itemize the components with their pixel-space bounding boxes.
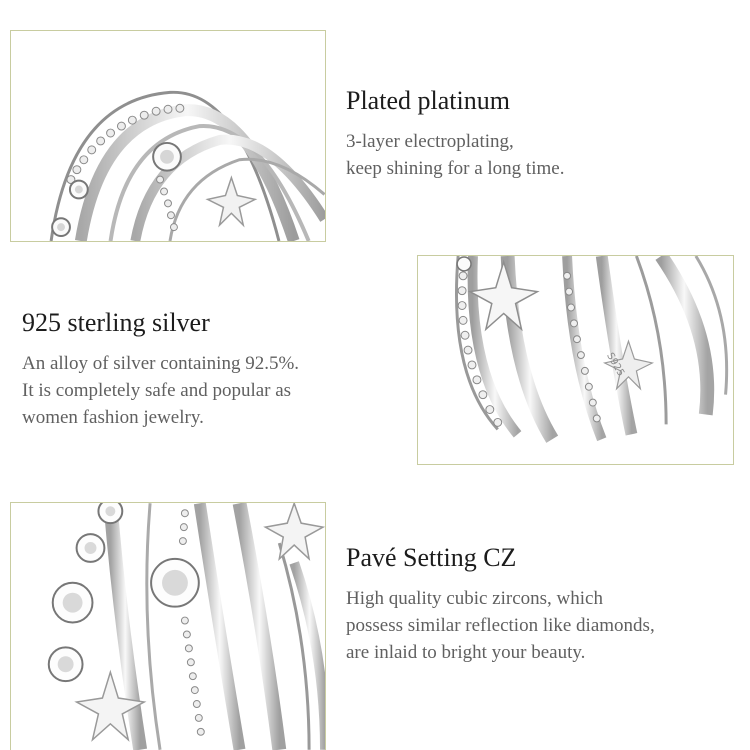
feature-title: Plated platinum — [346, 86, 510, 115]
feature-title: 925 sterling silver — [22, 308, 210, 337]
description-line: 3-layer electroplating, — [346, 131, 514, 152]
description-line: women fashion jewelry. — [22, 407, 204, 428]
feature-plated-platinum — [346, 86, 564, 182]
feature-title: Pavé Setting CZ — [346, 543, 517, 572]
ring-stamp: S925 — [604, 351, 627, 379]
description-line: possess similar reflection like diamonds, — [346, 615, 655, 636]
ring-stack-zircon-icon — [11, 503, 325, 750]
feature-pave-setting — [346, 543, 655, 666]
feature-description — [346, 585, 655, 666]
description-line: are inlaid to bright your beauty. — [346, 642, 586, 663]
ring-closeup-photo-2 — [417, 255, 734, 465]
feature-sterling-silver — [22, 308, 299, 431]
description-line: It is completely safe and popular as — [22, 380, 292, 401]
ring-closeup-photo-1 — [10, 30, 326, 242]
description-line: keep shining for a long time. — [346, 158, 565, 179]
feature-description — [346, 128, 564, 182]
ring-closeup-photo-3 — [10, 502, 326, 750]
ring-stack-star-icon — [418, 256, 733, 464]
feature-description — [22, 350, 299, 431]
ring-stack-closeup-icon — [11, 31, 325, 241]
description-line: An alloy of silver containing 92.5%. — [22, 353, 300, 374]
description-line: High quality cubic zircons, which — [346, 588, 603, 609]
